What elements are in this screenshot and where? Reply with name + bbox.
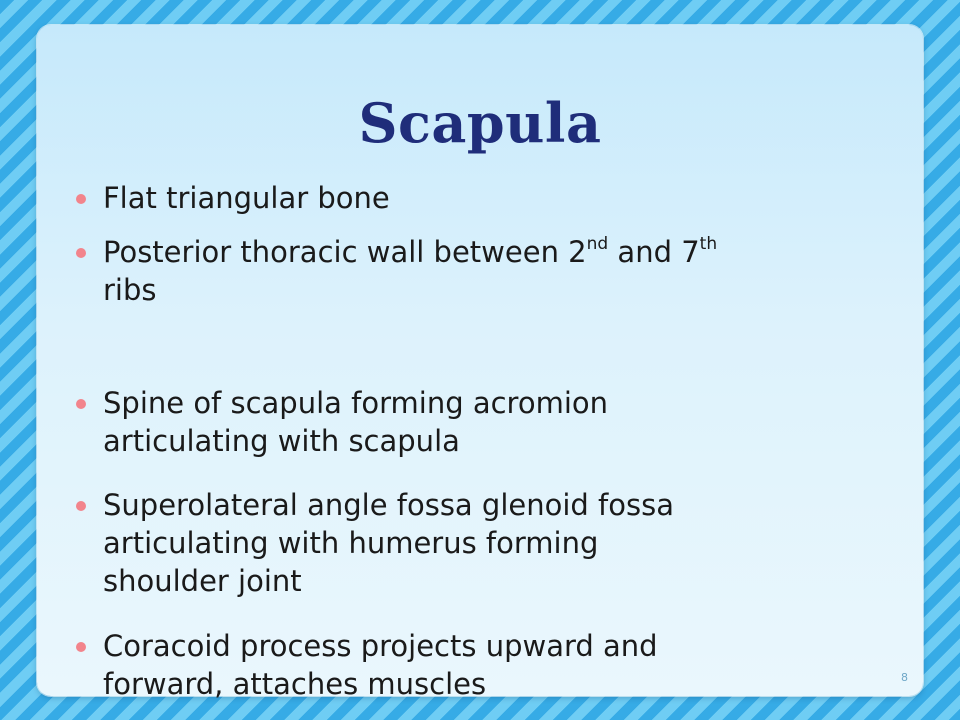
bullet-text: Coracoid process projects upward and bbox=[103, 629, 658, 663]
bullet-dot bbox=[76, 248, 86, 258]
bullet-dot bbox=[76, 399, 86, 409]
bullet-item-superolateral bbox=[103, 486, 903, 600]
bullet-text: Flat triangular bone bbox=[103, 181, 390, 215]
bullet-text-continued: articulating with scapula bbox=[103, 424, 460, 458]
bullet-text: Spine of scapula forming acromion bbox=[103, 386, 608, 420]
bullet-text-continued: forward, attaches muscles bbox=[103, 667, 487, 701]
bullet-item-posterior-wall bbox=[103, 233, 903, 309]
superscript: th bbox=[699, 234, 718, 254]
slide-title: Scapula bbox=[358, 91, 602, 155]
bullet-text-continued: articulating with humerus forming bbox=[103, 526, 599, 560]
bullet-item-spine bbox=[103, 384, 903, 460]
bullet-dot bbox=[76, 194, 86, 204]
superscript: nd bbox=[586, 234, 609, 254]
bullet-text: and 7 bbox=[608, 235, 700, 269]
bullet-dot bbox=[76, 642, 86, 652]
bullet-item-coracoid bbox=[103, 627, 903, 703]
page-number: 8 bbox=[901, 671, 908, 684]
bullet-text: Superolateral angle fossa glenoid fossa bbox=[103, 488, 674, 522]
bullet-text-continued: ribs bbox=[103, 273, 157, 307]
bullet-text: Posterior thoracic wall between 2 bbox=[103, 235, 587, 269]
bullet-item-flat-bone bbox=[103, 179, 903, 217]
bullet-dot bbox=[76, 501, 86, 511]
bullet-text-continued: shoulder joint bbox=[103, 564, 302, 598]
